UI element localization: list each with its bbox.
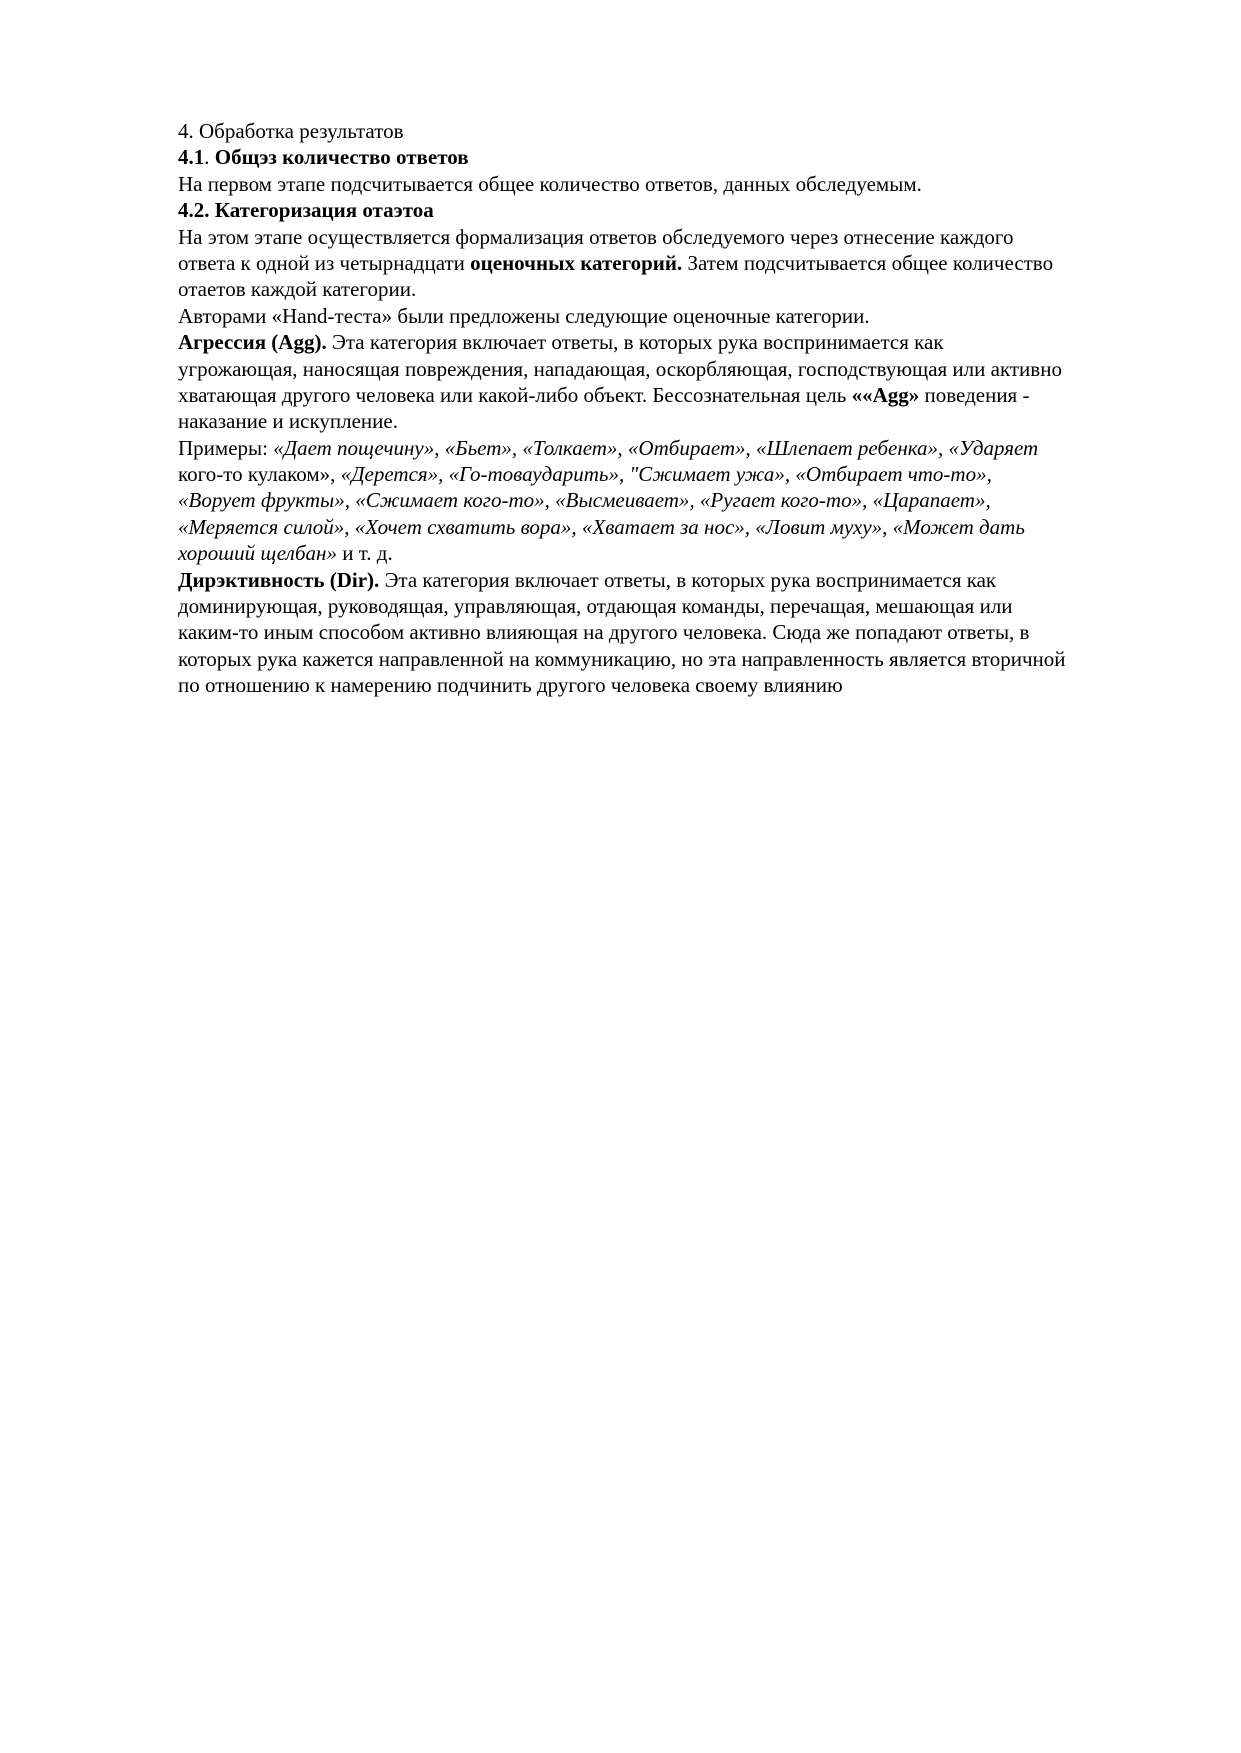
- document-body: [178, 118, 1163, 699]
- text-run: Эта категория включает ответы, в которых рука воспринимается как: [326, 330, 944, 355]
- text-run: Затем подсчитывается общее количество: [682, 250, 1054, 275]
- subsection-title: Общэз количество ответов: [214, 145, 469, 170]
- paragraph-line: наказание и искупление.: [178, 409, 398, 434]
- section-heading: 4. Обработка результатов: [178, 119, 404, 143]
- paragraph-line: отаетов каждой категории.: [178, 277, 417, 302]
- paragraph-line: по отношению к намерению подчинить другого человека своему влиянию: [178, 673, 843, 698]
- emphasized-term: оценочных категорий.: [470, 250, 683, 275]
- category-term-dir: Дирэктивность (Dir).: [178, 567, 380, 592]
- subsection-number: 4.1: [178, 145, 205, 170]
- paragraph-line: [178, 250, 1163, 276]
- agg-definition-line: [178, 329, 1163, 355]
- paragraph-line: угрожающая, наносящая повреждения, нападающая, оскорбляющая, господствующая или активно: [178, 356, 1062, 381]
- paragraph-line: На первом этапе подсчитывается общее количество ответов, данных обследуемым.: [178, 171, 922, 196]
- examples-line: [178, 540, 1163, 566]
- examples-line: [178, 435, 1163, 461]
- paragraph-line: которых рука кажется направленной на коммуникацию, но эта направленность является вторичной: [178, 646, 1066, 671]
- text-run: ответа к одной из четырнадцати: [178, 250, 471, 275]
- paragraph-line: каким-то иным способом активно влияющая на другого человека. Сюда же попадают ответы, в: [178, 620, 1030, 645]
- text-run: поведения -: [919, 382, 1030, 407]
- paragraph-line: доминирующая, руководящая, управляющая, отдающая команды, перечащая, мешающая или: [178, 594, 1013, 619]
- text-run: хватающая другого человека или какой-либо объект. Бессознательная цель: [178, 382, 852, 407]
- paragraph-line: На этом этапе осуществляется формализация ответов обследуемого через отнесение каждого: [178, 224, 1014, 249]
- category-code-agg: ««Agg»: [851, 382, 920, 407]
- dir-definition-line: [178, 567, 1163, 593]
- text-run: кого-то кулаком»,: [178, 462, 341, 487]
- examples-label: Примеры:: [178, 435, 274, 460]
- examples-text: хороший щелбан»: [178, 541, 337, 566]
- text-run: и т. д.: [336, 541, 393, 566]
- subsection-separator: .: [204, 145, 215, 170]
- examples-text: «Дает пощечину», «Бьет», «Толкает», «Отбирает», «Шлепает ребенка», «Ударяет: [273, 435, 1039, 460]
- subsection-heading-4-2: 4.2. Категоризация отаэтоа: [178, 198, 434, 223]
- paragraph-line: [178, 382, 1163, 408]
- examples-line: «Меряется силой», «Хочет схватить вора», «Хватает за нос», «Ловит муху», «Может дать: [178, 514, 1025, 539]
- category-term-agg: Агрессия (Agg).: [178, 330, 327, 355]
- paragraph-line: Авторами «Hand-теста» были предложены следующие оценочные категории.: [178, 303, 870, 328]
- subsection-heading-4-1: [178, 144, 1163, 170]
- examples-line: «Ворует фрукты», «Сжимает кого-то», «Высмеивает», «Ругает кого-то», «Царапает»,: [178, 488, 991, 513]
- text-run: Эта категория включает ответы, в которых рука воспринимается как: [379, 567, 997, 592]
- examples-line: [178, 461, 1163, 487]
- examples-text: «Дерется», «Го-товаударить», "Сжимает ужа», «Отбирает что-то»,: [340, 462, 992, 487]
